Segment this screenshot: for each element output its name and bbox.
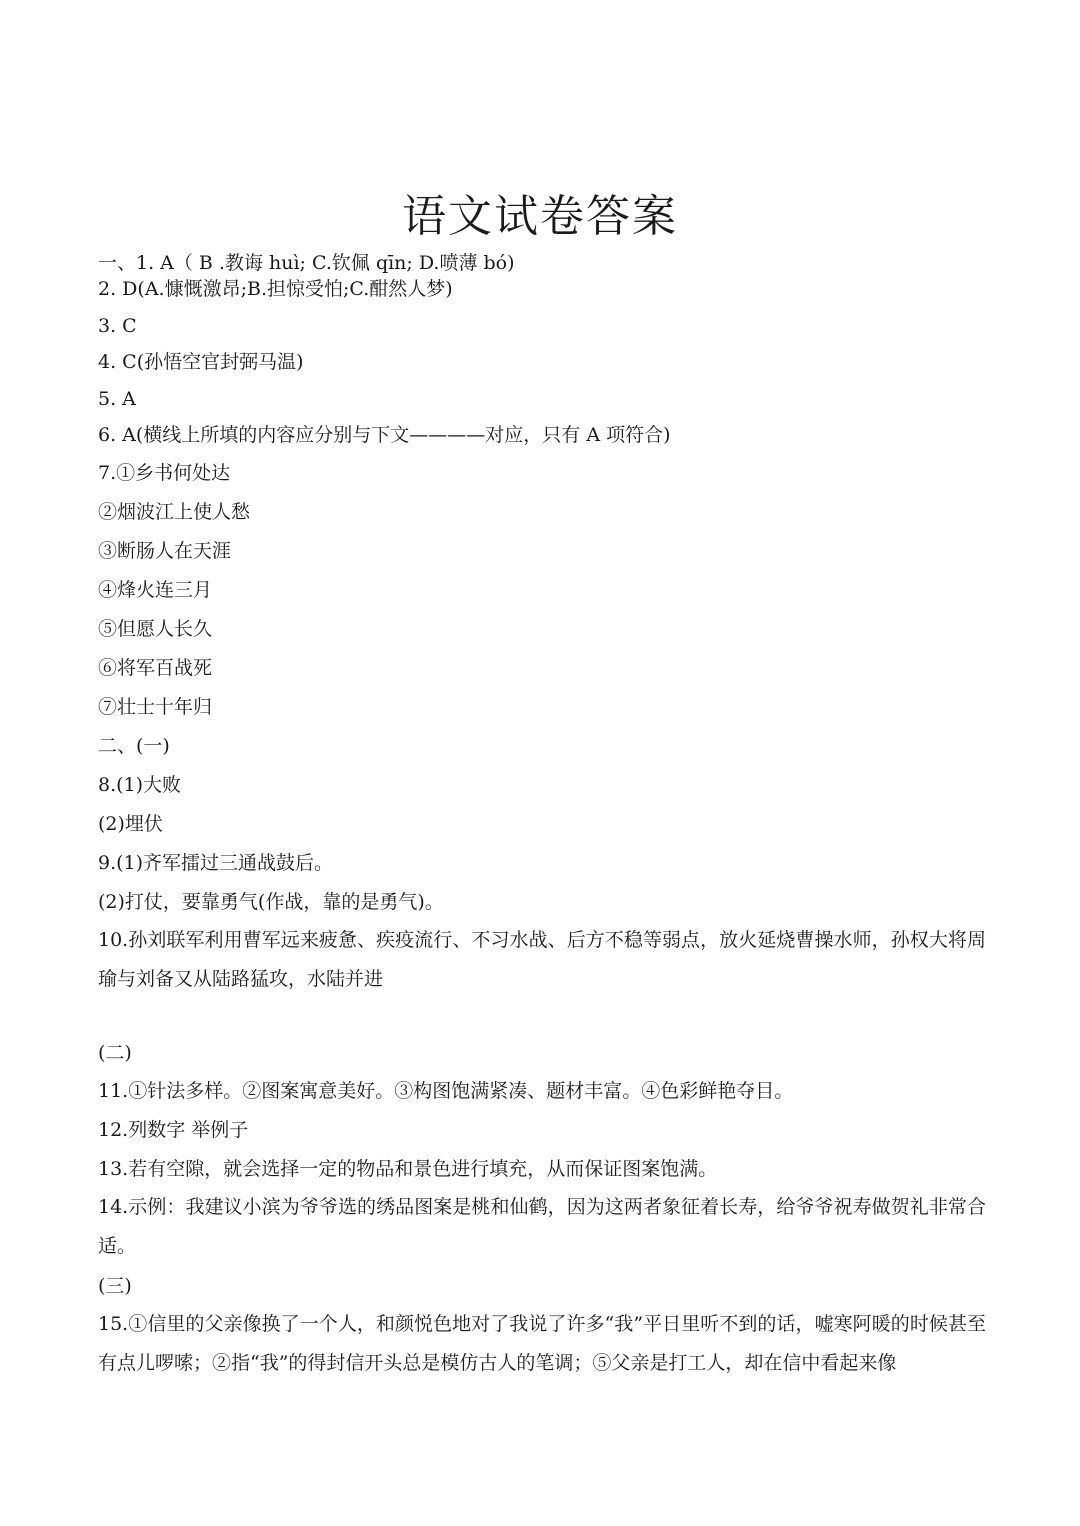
answer-line-7: 7.①乡书何处达 <box>98 462 231 484</box>
answer-line-17: (2)打仗，要靠勇气(作战，靠的是勇气)。 <box>98 891 444 913</box>
answer-line-16: 9.(1)齐军擂过三通战鼓后。 <box>98 852 334 874</box>
answer-line-13: ⑦壮士十年归 <box>98 696 213 718</box>
answer-line-11: ⑤但愿人长久 <box>98 618 213 640</box>
answer-line-10: ④烽火连三月 <box>98 579 213 601</box>
answer-line-1: 一、1. A（ B .教诲 huì; C.钦佩 qīn; D.喷薄 bó) <box>98 252 515 274</box>
answer-line-19: 12.列数字 举例子 <box>98 1119 249 1141</box>
answer-line-18: 11.①针法多样。②图案寓意美好。③构图饱满紧凑、题材丰富。④色彩鲜艳夺目。 <box>98 1080 794 1102</box>
section-heading-2-3: (三) <box>98 1275 132 1297</box>
answer-line-8: ②烟波江上使人愁 <box>98 501 251 523</box>
answer-line-20: 13.若有空隙，就会选择一定的物品和景色进行填充，从而保证图案饱满。 <box>98 1158 718 1180</box>
answer-line-15: (2)埋伏 <box>98 813 163 835</box>
answer-line-3: 3. C <box>98 315 137 337</box>
page-title: 语文试卷答案 <box>402 191 678 243</box>
answer-paragraph-15: 15.①信里的父亲像换了一个人，和颜悦色地对了我说了许多“我”平日里听不到的话，嘘寒阿暖的时候甚至有点儿啰嗦；②指“我”的得封信开头总是模仿古人的笔调；⑤父亲是打工人，却在信中看起来像 <box>98 1313 986 1374</box>
section-heading-2-2: (二) <box>98 1042 132 1064</box>
answer-line-14: 8.(1)大败 <box>98 774 182 796</box>
answer-line-12: ⑥将军百战死 <box>98 657 213 679</box>
answer-line-4: 4. C(孙悟空官封弼马温) <box>98 351 304 373</box>
section-heading-2-1: 二、(一) <box>98 735 170 757</box>
answer-line-2: 2. D(A.慷慨激昂;B.担惊受怕;C.酣然人梦) <box>98 278 453 300</box>
answer-line-6: 6. A(横线上所填的内容应分别与下文————对应，只有 A 项符合) <box>98 424 671 446</box>
answer-line-9: ③断肠人在天涯 <box>98 540 232 562</box>
answer-paragraph-14: 14.示例：我建议小滨为爷爷选的绣品图案是桃和仙鹤，因为这两者象征着长寿，给爷爷祝寿做贺礼非常合适。 <box>98 1196 986 1257</box>
answer-paragraph-10: 10.孙刘联军利用曹军远来疲惫、疾疫流行、不习水战、后方不稳等弱点，放火延烧曹操水师，孙权大将周瑜与刘备又从陆路猛攻，水陆并进 <box>98 929 986 990</box>
answer-line-5: 5. A <box>98 388 136 410</box>
